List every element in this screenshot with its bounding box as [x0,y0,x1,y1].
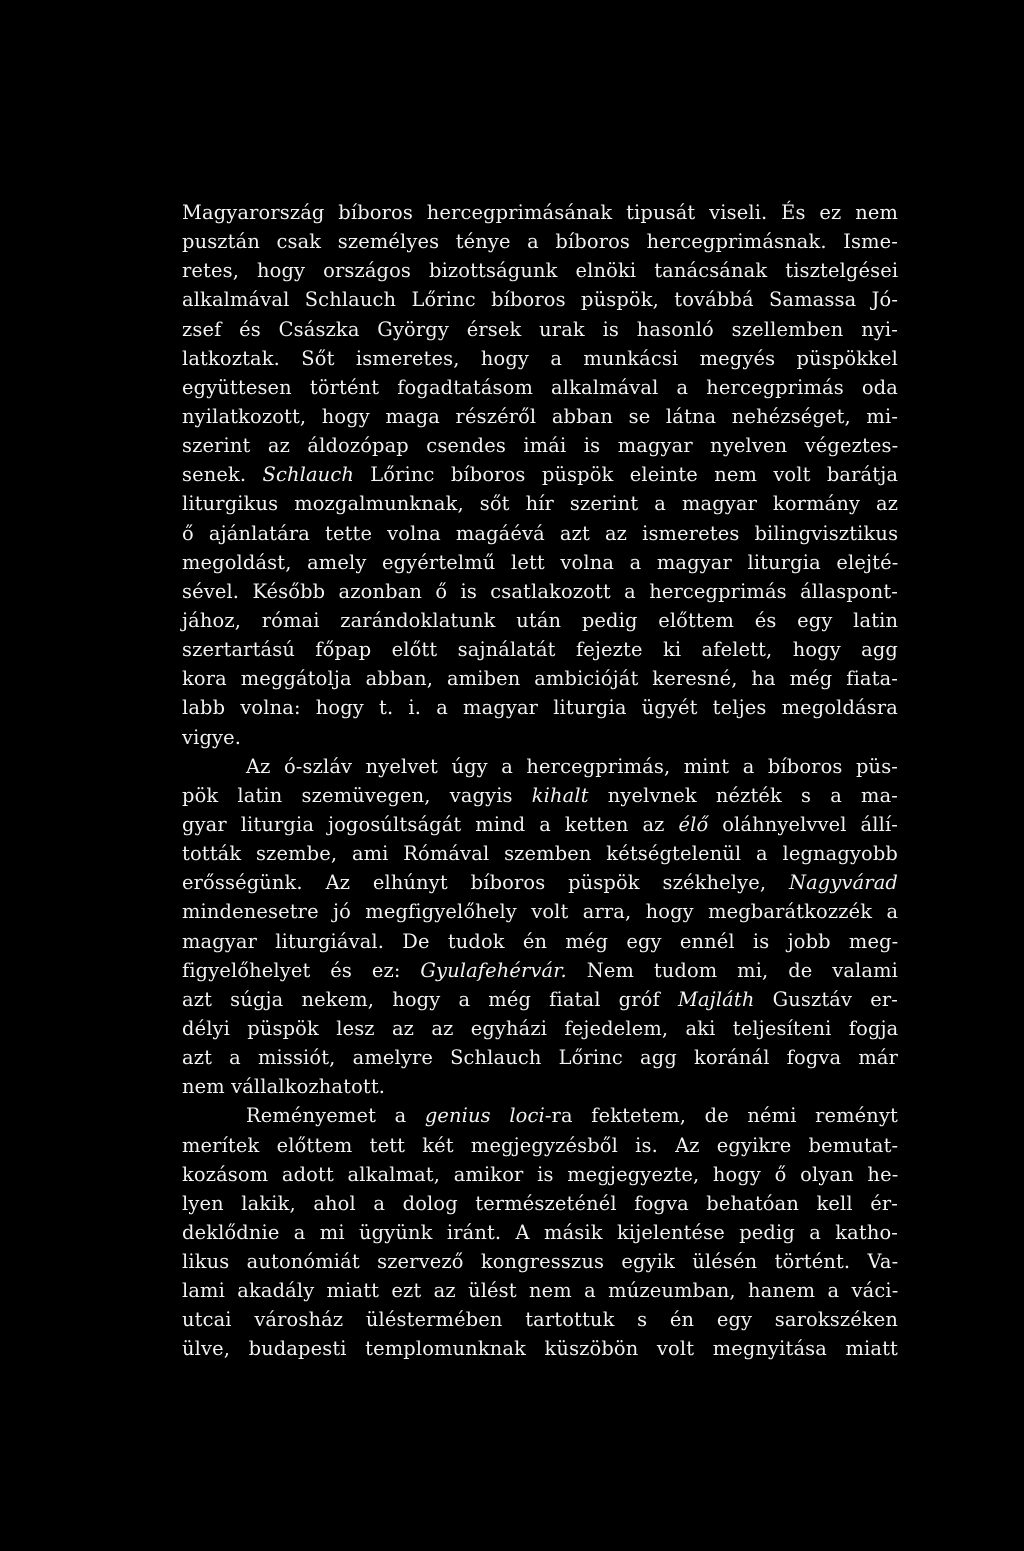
text-run: mindenesetre jó megfigyelőhely volt arra, hogy megbarátkozzék a [182,900,899,924]
text-run: kozásom adott alkalmat, amikor is megjegyezte, hogy ő olyan he- [182,1162,899,1186]
text-line [182,460,898,489]
text-run: vigye. [182,725,242,749]
text-run: azt súgja nekem, hogy a még fiatal gróf [182,987,678,1011]
text-run: deklődnie a mi ügyünk iránt. A másik kijelentése pedig a katho- [182,1220,898,1244]
italic-text: kihalt [531,783,589,807]
italic-text: Schlauch [262,463,354,487]
text-run: likus autonómiát szervező kongresszus egyik ülésén történt. Va- [182,1250,899,1274]
text-run: senek. [182,463,263,487]
text-run: figyelőhelyet és ez: [182,958,421,982]
text-run: lyen lakik, ahol a dolog természeténél fogva behatóan kell ér- [182,1191,899,1215]
text-run: kora meggátolja abban, amiben ambicióját keresné, ha még fiata- [182,667,898,691]
text-line [182,897,898,926]
text-line [182,752,898,781]
text-line [182,256,898,285]
text-run: nyilatkozott, hogy maga részéről abban se látna nehézséget, mi- [182,404,899,428]
text-line [182,1072,898,1101]
italic-text: Gyulafehérvár. [420,958,567,982]
text-run: utcai városház üléstermében tartottuk s én egy sarokszéken [182,1308,898,1332]
text-line [182,198,898,227]
text-run: labb volna: hogy t. i. a magyar liturgia ügyét teljes megoldásra [182,696,898,720]
text-run: pök latin szemüvegen, vagyis [182,783,532,807]
text-run: nem vállalkozhatott. [182,1075,386,1099]
italic-text: Majláth [677,987,755,1011]
text-line [182,1101,898,1130]
text-line [182,548,898,577]
text-run: lami akadály miatt ezt az ülést nem a múzeumban, hanem a váci- [182,1279,899,1303]
paragraph [182,752,898,1102]
text-line [182,781,898,810]
text-line [182,344,898,373]
text-line [182,577,898,606]
text-run: Nem tudom mi, de valami [566,958,898,982]
text-line [182,606,898,635]
text-line [182,1247,898,1276]
text-run: latkoztak. Sőt ismeretes, hogy a munkácsi megyés püspökkel [182,346,898,370]
text-line [182,1043,898,1072]
text-run: szertartású főpap előtt sajnálatát fejezte ki afelett, hogy agg [182,638,898,662]
page-text [182,198,898,1364]
text-run: jához, római zarándoklatunk után pedig előttem és egy latin [182,608,899,632]
text-run: tották szembe, ami Rómával szemben kétségtelenül a legnagyobb [182,842,898,866]
text-line [182,1189,898,1218]
text-run: magyar liturgiával. De tudok én még egy ennél is jobb meg- [182,929,899,953]
text-run: gyar liturgia jogosúltságát mind a ketten az [182,812,679,836]
text-line [182,1334,898,1363]
text-run: Magyarország bíboros hercegprimásának tipusát viseli. És ez nem [182,201,898,224]
text-run: merítek előttem tett két megjegyzésből is. Az egyikre bemutat- [182,1133,899,1157]
text-line [182,810,898,839]
text-line [182,1131,898,1160]
text-run: alkalmával Schlauch Lőrinc bíboros püspök, továbbá Samassa Jó- [182,288,899,312]
text-line [182,664,898,693]
text-line [182,723,898,752]
text-line [182,1218,898,1247]
text-run: délyi püspök lesz az az egyházi fejedelem, aki teljesíteni fogja [182,1016,899,1040]
text-run: pusztán csak személyes ténye a bíboros hercegprimásnak. Isme- [182,230,898,254]
text-run: Lőrinc bíboros püspök eleinte nem volt barátja [353,463,899,487]
text-run: erősségünk. Az elhúnyt bíboros püspök székhelye, [182,871,789,895]
paragraph [182,198,898,752]
text-line [182,985,898,1014]
text-line [182,1160,898,1189]
text-run: együttesen történt fogadtatásom alkalmával a hercegprimás oda [182,375,898,399]
italic-text: Nagyvárad [788,871,898,895]
text-run: oláhnyelvvel állí- [708,812,898,836]
text-run: sével. Később azonban ő is csatlakozott a hercegprimás állaspont- [182,579,898,603]
text-run: Az ó-szláv nyelvet úgy a hercegprimás, mint a bíboros püs- [246,754,898,778]
italic-text: élő [678,812,709,836]
text-line [182,1305,898,1334]
text-run: megoldást, amely egyértelmű lett volna a magyar liturgia elejté- [182,550,899,574]
paragraph [182,1101,898,1363]
text-line [182,927,898,956]
text-line [182,489,898,518]
text-line [182,1014,898,1043]
text-run: Gusztáv er- [754,987,898,1011]
text-line [182,1276,898,1305]
text-line [182,402,898,431]
text-run: nyelvnek nézték s a ma- [588,783,898,807]
text-line [182,868,898,897]
text-run: -ra fektetem, de némi reményt [544,1104,898,1128]
text-run: zsef és Császka György érsek urak is hasonló szellemben nyi- [182,317,898,341]
text-line [182,373,898,402]
text-run: ülve, budapesti templomunknak küszöbön volt megnyitása miatt [182,1337,898,1361]
text-run: liturgikus mozgalmunknak, sőt hír szerint a magyar kormány az [182,492,899,516]
text-line [182,285,898,314]
italic-text: genius loci [424,1104,545,1128]
text-line [182,431,898,460]
text-line [182,693,898,722]
text-line [182,956,898,985]
text-line [182,315,898,344]
text-run: azt a missiót, amelyre Schlauch Lőrinc agg koránál fogva már [182,1046,898,1070]
text-run: Reményemet a [246,1104,425,1128]
text-run: ő ajánlatára tette volna magáévá azt az ismeretes bilingvisztikus [182,521,899,545]
text-line [182,519,898,548]
text-line [182,635,898,664]
text-run: retes, hogy országos bizottságunk elnöki tanácsának tisztelgései [182,259,899,283]
text-run: szerint az áldozópap csendes imái is magyar nyelven végeztes- [182,434,899,458]
text-line [182,227,898,256]
text-line [182,839,898,868]
